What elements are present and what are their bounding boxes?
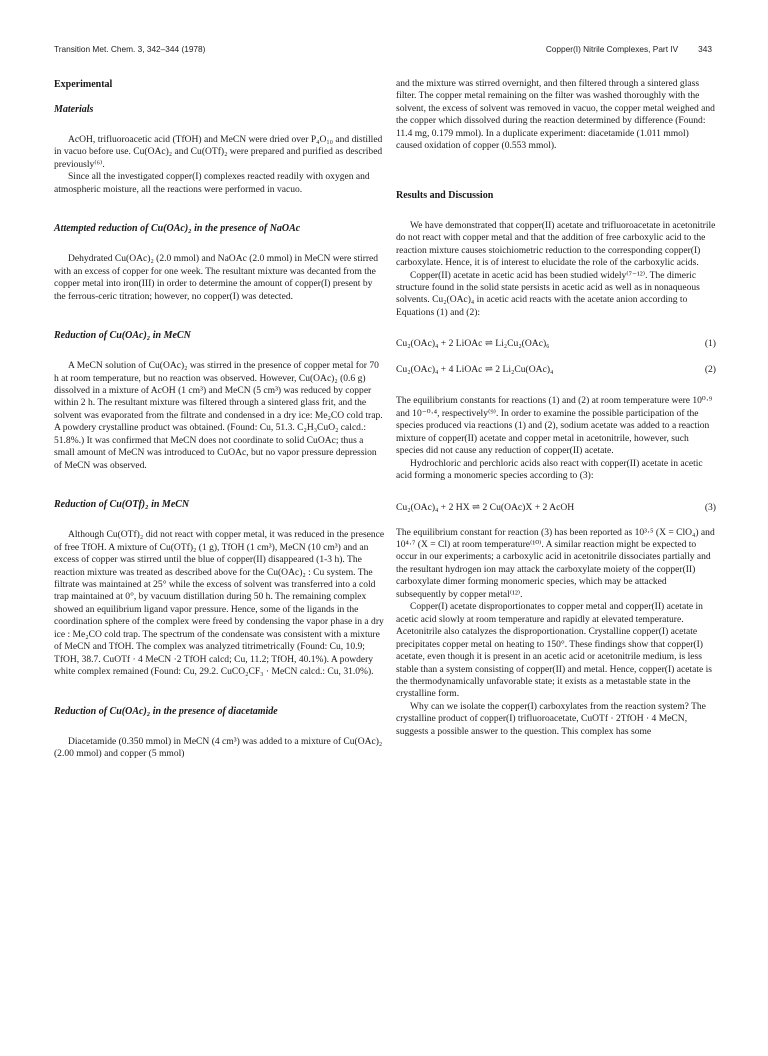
running-title: Copper(I) Nitrile Complexes, Part IV [545,44,679,54]
results-paragraph-6: Copper(I) acetate disproportionates to copper metal and copper(II) acetate in acetic acid slowly at room temperature and rapidly at elevated temperature. Acetonitrile also catalyzes the disproportionation. Crystalline copper(I) acetate precipitates copper metal on heating to 150°. These findings show that copper(I) acetate, even though it is present in an acetic acid or acetonitrile medium, is less stable than a system consisting of copper(II) and metal. Hence, copper(I) acetate is the thermodynamically unfavorable state; it exists as a metastable state in the crystalline form. [396,601,712,700]
experimental-heading: Experimental [54,79,113,90]
running-header [54,44,712,58]
diacetamide-heading: Reduction of Cu(OAc)₂ in the presence of diacetamide [54,705,278,717]
right-column [396,78,716,738]
equation-3-text: Cu₂(OAc)₄ + 2 HX ⇌ 2 Cu(OAc)X + 2 AcOH [396,501,575,513]
equation-1-text: Cu₂(OAc)₄ + 2 LiOAc ⇌ Li₂Cu₂(OAc)₆ [396,338,550,350]
results-paragraph-2: Copper(II) acetate in acetic acid has been studied widely⁽⁷⁻¹²⁾. The dimeric structure found in the solid state persists in acetic acid as well as in nonaqueous solvents. Cu₂(OAc)₄ in acetic acid reacts with the acetate anion according to Equations (1) and (2): [396,269,700,318]
results-paragraph-7: Why can we isolate the copper(I) carboxylates from the reaction system? The crystalline product of copper(I) trifluoroacetate, CuOTf · 2TfOH · 4 MeCN, suggests a possible answer to the question. This complex has some [396,700,706,737]
diacetamide-paragraph: Diacetamide (0.350 mmol) in MeCN (4 cm³) was added to a mixture of Cu(OAc)₂ (2.00 mmol) and copper (5 mmol) [54,735,383,760]
equation-3-number: (3) [704,501,716,513]
equation-2-text: Cu₂(OAc)₄ + 4 LiOAc ⇌ 2 Li₂Cu(OAc)₄ [396,364,554,376]
journal-citation: Transition Met. Chem. 3, 342–344 (1978) [54,44,206,54]
otf-heading: Reduction of Cu(OTf)₂ in MeCN [54,499,190,511]
naoac-paragraph: Dehydrated Cu(OAc)₂ (2.0 mmol) and NaOAc (2.0 mmol) in MeCN were stirred with an excess of copper for one week. The resultant mixture was decanted from the copper metal into iron(III) in order to determine the amount of copper(I) present by the ferrous-ceric titration; however, no copper(I) was detected. [54,253,379,302]
equation-2 [396,363,716,377]
results-paragraph-1: We have demonstrated that copper(II) acetate and trifluoroacetate in acetonitrile do not react with copper metal and that the addition of free carboxylic acid to the reaction mixture causes stoichiometric reduction to the corresponding copper(I) carboxylate. Hence, it is of interest to elucidate the role of the carboxylic acids. [396,219,716,269]
continued-paragraph: and the mixture was stirred overnight, and then filtered through a sintered glass filter. The copper metal remaining on the filter was washed thoroughly with the solvent, the excess of solvent was removed in vacuo, the copper metal weighed and the copper which dissolved during the reaction determined by difference (Found: 11.4 mg, 0.179 mmol). In a duplicate experiment: diacetamide (1.011 mmol) caused oxidation of copper (0.553 mmol). [396,78,715,152]
otf-paragraph: Although Cu(OTf)₂ did not react with copper metal, it was reduced in the presence of free TfOH. A mixture of Cu(OTf)₂ (1 g), TfOH (1 cm³), MeCN (10 cm³) and an excess of copper was stirred until the blue of copper(II) disappeared (1-3 h). The reaction mixture was treated as described above for the Cu(OAc)₂ : Cu system. The filtrate was maintained at 25° while the excess of solvent was transferred into a cold trap maintained at 0°, by vacuum distillation during 50 h. The remaining complex showed an equilibrium ligand vapor pressure. Hence, some of the ligands in the coordination sphere of the complex were freed by condensing the vapor phase in a dry ice : Me₂CO cold trap. The spectrum of the condensate was consistent with a mixture of MeCN and TfOH. The complex was analyzed titrimetrically (Found: Cu, 10.9; TfOH, 38.7. CuOTf · 4 MeCN ·2 TfOH calcd; Cu, 11.2; TfOH, 40.1%). A powdery white complex remained (Found: Cu, 29.2. CuCO₂CF₃ · MeCN calcd.: Cu, 31.0%). [54,529,385,678]
results-paragraph-5: The equilibrium constant for reaction (3) has been reported as 10³·⁵ (X = ClO₄) and 10⁴·⁷ (X = Cl) at room temperature⁽¹⁰⁾. A similar reaction might be expected to occur in our experiments; a carboxylic acid in acetonitrile dissociates partially and the resultant hydrogen ion may attack the carboxylate moiety of the copper(II) carboxylate dimer forming monomeric species, which may be attacked subsequently by copper metal⁽¹²⁾. [396,526,715,600]
equation-3 [396,501,716,515]
page-number: 343 [698,44,712,54]
results-paragraph-4: Hydrochloric and perchloric acids also react with copper(II) acetate in acetic acid forming a monomeric species according to (3): [396,457,703,482]
results-heading: Results and Discussion [396,189,494,201]
mecn-heading: Reduction of Cu(OAc)₂ in MeCN [54,330,191,342]
equation-1-number: (1) [704,338,716,350]
results-paragraph-3: The equilibrium constants for reactions (1) and (2) at room temperature were 10⁰·⁹ and 10⁻⁰·⁴, respectively⁽⁹⁾. In order to examine the possible participation of the species produced via reactions (1) and (2), sodium acetate was added to a reaction mixture of copper(II) acetate and copper metal in acetonitrile, however, such species did not cause any reduction of copper(II) acetate. [396,395,713,457]
left-column [54,78,385,761]
materials-heading: Materials [54,104,94,115]
running-title-group [546,44,712,54]
mecn-paragraph: A MeCN solution of Cu(OAc)₂ was stirred in the presence of copper metal for 70 h at room temperature, but no reaction was observed. However, Cu(OAc)₂ (0.6 g) dissolved in a mixture of AcOH (1 cm³) and MeCN (5 cm³) was reduced by copper within 2 h. The resultant mixture was filtered through a sintered glass frit, and the solvent was evaporated from the filtrate and condensed in a dry ice: Me₂CO cold trap. A powdery crystalline product was obtained. (Found: Cu, 51.3. C₂H₃CuO₂ calcd.: 51.8%.) It was confirmed that MeCN does not coordinate to solid CuOAc; thus a small amount of MeCN was introduced to CuOAc, but no vapor pressure depression of MeCN was observed. [54,360,383,471]
equation-1 [396,337,716,351]
naoac-heading: Attempted reduction of Cu(OAc)₂ in the presence of NaOAc [54,223,301,235]
materials-paragraph-1: AcOH, trifluoroacetic acid (TfOH) and MeCN were dried over P₄O₁₀ and distilled in vacuo before use. Cu(OAc)₂ and Cu(OTf)₂ were prepared and purified as described previously⁽⁶⁾. [54,134,383,170]
equation-2-number: (2) [704,364,716,376]
materials-paragraph-2: Since all the investigated copper(I) complexes reacted readily with oxygen and atmospheric moisture, all the reactions were performed in vacuo. [54,171,370,195]
